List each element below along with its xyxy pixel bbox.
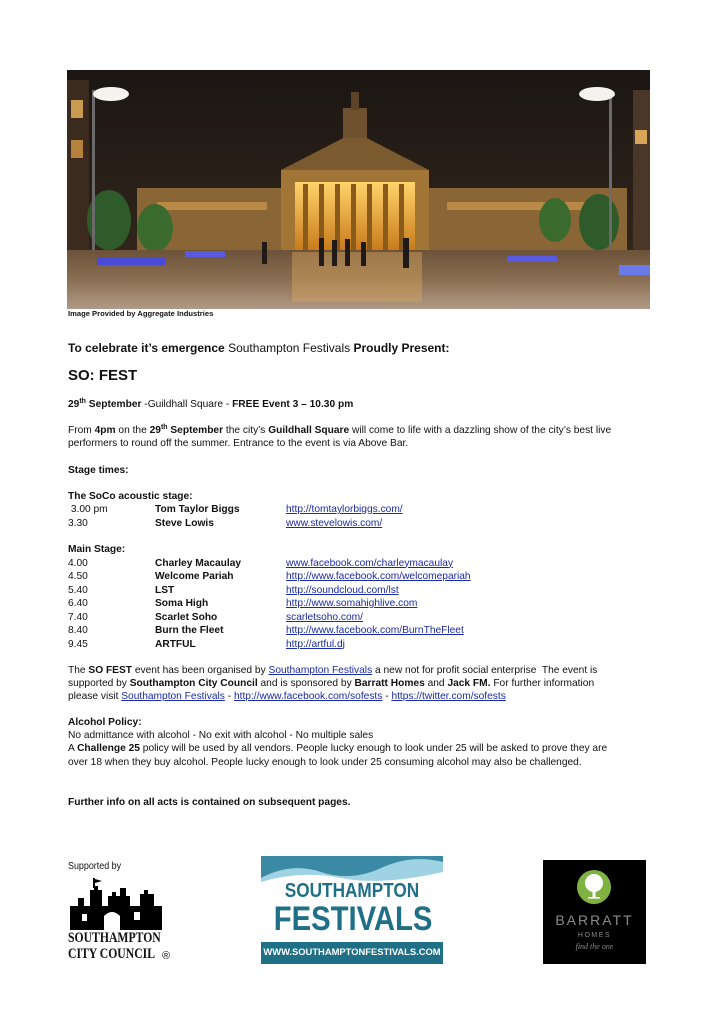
act-time: 4.00 xyxy=(68,557,88,569)
council-logo xyxy=(68,876,168,932)
act-time: 3.30 xyxy=(68,517,88,529)
alcohol-line-2: A Challenge 25 policy will be used by all vendors. People lucky enough to look under 25 will be asked to prove they are xyxy=(68,743,608,754)
act-name: Burn the Fleet xyxy=(155,625,224,636)
southampton-festivals-link[interactable]: Southampton Festivals xyxy=(121,691,225,702)
festivals-logo-line-2: FESTIVALS xyxy=(273,900,433,938)
supported-by-label: Supported by xyxy=(68,860,122,872)
act-time: 5.40 xyxy=(68,584,88,596)
act-name: ARTFUL xyxy=(155,638,196,650)
festivals-logo-line-1: SOUTHAMPTON xyxy=(284,880,420,902)
intro-line xyxy=(68,341,450,355)
image-caption: Image Provided by Aggregate Industries xyxy=(68,309,214,318)
lineup-row xyxy=(68,517,668,530)
lineup-row xyxy=(68,638,668,651)
alcohol-line-3: over 18 when they buy alcohol. People lucky enough to look under 25 consuming alcohol may also be challenged. xyxy=(68,757,582,768)
act-time: 4.50 xyxy=(68,571,88,582)
intro-part3: Proudly Present: xyxy=(353,341,450,355)
intro-part1: To celebrate it’s emergence xyxy=(68,341,225,355)
act-time: 3.00 pm xyxy=(68,504,108,515)
act-name: Steve Lowis xyxy=(155,517,214,529)
lineup-row xyxy=(68,624,668,637)
act-link[interactable]: scarletsoho.com/ xyxy=(286,611,364,623)
act-time: 8.40 xyxy=(68,625,88,636)
lineup-row xyxy=(68,584,668,597)
lineup-row xyxy=(68,611,668,624)
act-name: Tom Taylor Biggs xyxy=(155,504,240,515)
act-time: 7.40 xyxy=(68,611,88,623)
further-info: Further info on all acts is contained on subsequent pages. xyxy=(68,797,351,808)
council-name-line-2: CITY COUNCIL xyxy=(68,946,156,962)
act-link[interactable]: www.facebook.com/charleymacaulay xyxy=(286,557,454,569)
barratt-homes-label: HOMES xyxy=(577,932,612,939)
registered-mark: ® xyxy=(162,950,171,962)
barratt-homes-logo[interactable] xyxy=(543,860,646,964)
lineup-row xyxy=(68,597,668,610)
date-day: 29th September xyxy=(68,398,142,410)
twitter-link[interactable]: https://twitter.com/sofests xyxy=(391,691,506,702)
act-name: LST xyxy=(155,584,175,596)
barratt-name: BARRATT xyxy=(555,912,634,928)
southampton-festivals-logo[interactable] xyxy=(261,856,443,964)
acoustic-stage-heading: The SoCo acoustic stage: xyxy=(68,491,193,502)
stage-times-heading: Stage times: xyxy=(68,465,129,476)
act-time: 6.40 xyxy=(68,598,88,609)
act-link[interactable]: http://www.somahighlive.com xyxy=(286,598,418,609)
act-name: Scarlet Soho xyxy=(155,611,218,623)
description-line-2: performers to round off the summer. Entrance to the event is via Above Bar. xyxy=(68,438,409,449)
barratt-tagline: find the one xyxy=(575,942,614,951)
act-name: Welcome Pariah xyxy=(155,571,234,582)
act-link[interactable]: www.stevelowis.com/ xyxy=(286,517,383,529)
act-link[interactable]: http://tomtaylorbiggs.com/ xyxy=(286,504,403,515)
organised-line-1: The SO FEST event has been organised by Southampton Festivals a new not for profit social enterprise The event is xyxy=(68,665,598,676)
council-name-line-1: SOUTHAMPTON xyxy=(68,930,161,946)
act-link[interactable]: http://www.facebook.com/welcomepariah xyxy=(286,571,471,582)
lineup-row xyxy=(68,503,668,516)
act-link[interactable]: http://www.facebook.com/BurnTheFleet xyxy=(286,625,464,636)
castle-icon xyxy=(68,876,168,932)
guildhall-square-image xyxy=(67,70,650,309)
facebook-link[interactable]: http://www.facebook.com/sofests xyxy=(233,691,383,702)
date-venue: -Guildhall Square - xyxy=(144,399,230,410)
act-name: Soma High xyxy=(155,598,209,609)
act-name: Charley Macaulay xyxy=(155,557,242,569)
main-stage-heading: Main Stage: xyxy=(68,544,126,555)
hero-photo xyxy=(67,70,650,309)
intro-organiser: Southampton Festivals xyxy=(228,341,351,355)
page-title: SO: FEST xyxy=(68,367,138,384)
organised-line-2: supported by Southampton City Council and is sponsored by Barratt Homes and Jack FM. For further information xyxy=(68,678,595,689)
alcohol-line-1: No admittance with alcohol - No exit with alcohol - No multiple sales xyxy=(68,730,374,741)
lineup-row xyxy=(68,570,668,583)
act-link[interactable]: http://artful.dj xyxy=(286,638,345,650)
tree-icon xyxy=(577,870,611,904)
act-link[interactable]: http://soundcloud.com/lst xyxy=(286,584,399,596)
act-time: 9.45 xyxy=(68,638,88,650)
lineup-row xyxy=(68,557,668,570)
festivals-url: WWW.SOUTHAMPTONFESTIVALS.COM xyxy=(263,946,441,957)
description-line-1: From 4pm on the 29th September the city’s Guildhall Square will come to life with a dazzling show of the city’s best live xyxy=(68,424,612,436)
southampton-festivals-link[interactable]: Southampton Festivals xyxy=(268,665,373,676)
organised-line-3: please visit Southampton Festivals - http://www.facebook.com/sofests - https://twitter.com/sofests xyxy=(68,691,506,702)
date-free-event: FREE Event 3 – 10.30 pm xyxy=(232,399,354,410)
alcohol-heading: Alcohol Policy: xyxy=(68,717,142,728)
date-line xyxy=(68,398,353,411)
